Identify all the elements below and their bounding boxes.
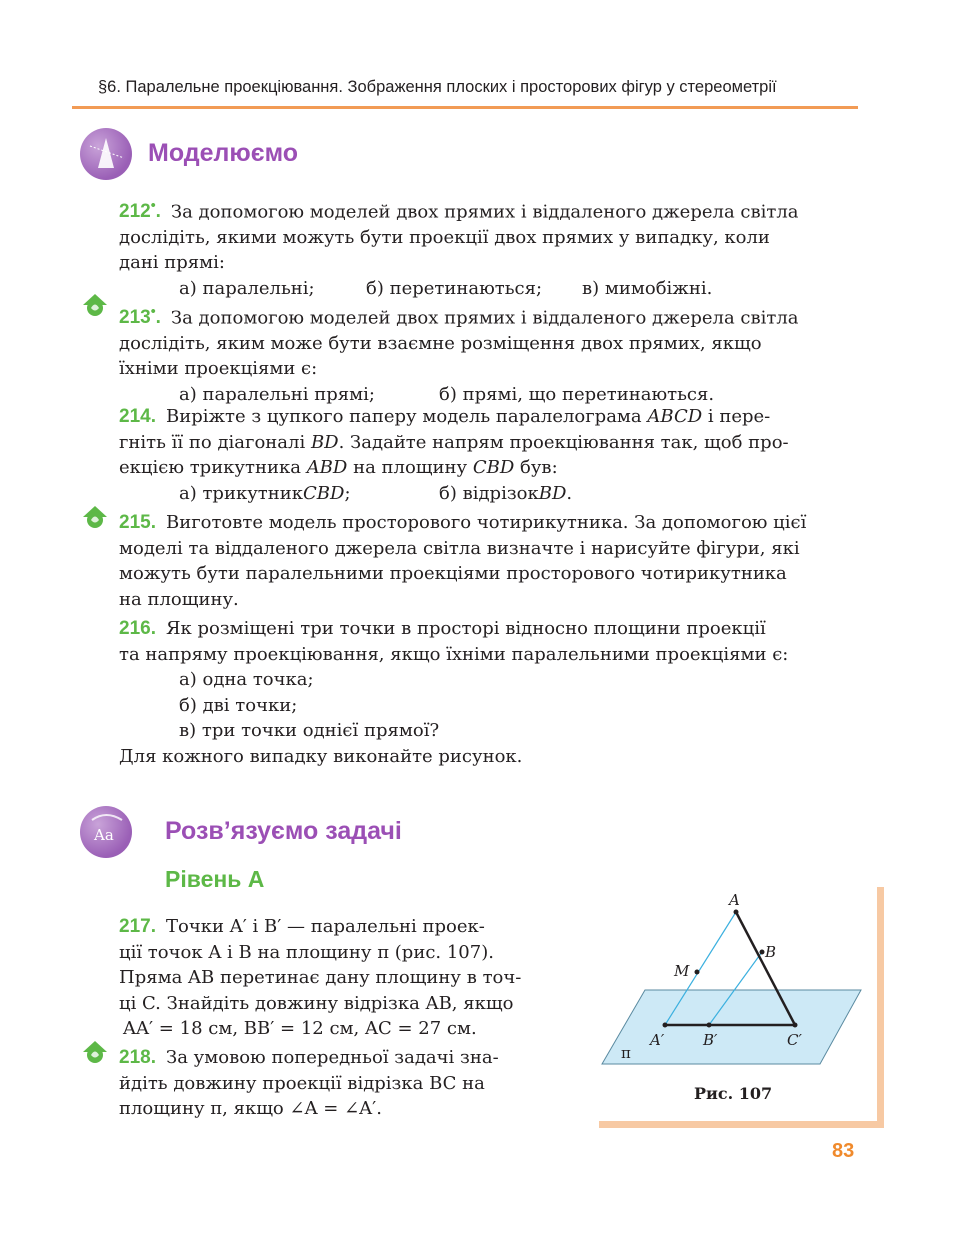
page-number: 83 — [832, 1140, 855, 1162]
problem-number: 213•. — [119, 303, 161, 329]
modeling-section-icon — [80, 128, 132, 180]
problem-text: 217. Точки A′ і B′ — паралельні проек- — [119, 916, 485, 937]
problem-text: гніть її по діагоналі BD. Задайте напрям проекціювання так, щоб про- — [119, 431, 789, 453]
label-a1: A′ — [650, 1031, 665, 1049]
running-header — [72, 74, 858, 109]
figure-caption: Рис. 107 — [694, 1084, 773, 1103]
option: в) три точки однієї прямої? — [179, 720, 440, 741]
problem-text: дані прямі: — [119, 252, 225, 274]
home-task-icon — [82, 1040, 108, 1064]
solving-section-icon — [80, 806, 132, 858]
problem-text: моделі та віддаленого джерела світла визначте і нарисуйте фігури, які — [119, 537, 800, 559]
option: б) дві точки; — [179, 694, 298, 716]
label-m: M — [674, 962, 690, 980]
problem-text: Пряма AB перетинає дану площину в точ- — [119, 967, 522, 988]
label-b1: B′ — [703, 1031, 718, 1049]
problem-number: 217. — [119, 916, 156, 937]
problem-number: 214. — [119, 406, 156, 427]
problem-218 — [119, 1045, 558, 1122]
problem-text: дослідіть, яким може бути взаємне розміщення двох прямих, якщо — [119, 332, 762, 354]
problem-text: ці C. Знайдіть довжину відрізка AB, якщо — [119, 992, 514, 1014]
problem-text: 214. Виріжте з цупкого паперу модель паралелограма ABCD і пере- — [119, 406, 771, 427]
section-title-modeling: Моделюємо — [148, 139, 299, 167]
problem-number: 218. — [119, 1047, 156, 1068]
problem-text: їхніми проекціями є: — [119, 358, 318, 380]
problem-text: 216. Як розміщені три точки в просторі відносно площини проекції — [119, 618, 766, 639]
point-a — [734, 910, 739, 915]
problem-number: 212•. — [119, 197, 161, 223]
plane-pi — [602, 990, 861, 1064]
problem-text: 215. Виготовте модель просторового чотирикутника. За допомогою цієї — [119, 512, 807, 533]
problem-214 — [119, 404, 852, 506]
label-b: B — [765, 943, 777, 961]
problem-216 — [119, 616, 852, 769]
problem-217 — [119, 914, 558, 1042]
point-b — [760, 950, 765, 955]
options: а) паралельні; б) перетинаються; в) мимобіжні. — [179, 277, 713, 299]
label-c1: C′ — [787, 1031, 802, 1049]
problem-number: 216. — [119, 618, 156, 639]
point-c1 — [793, 1023, 798, 1028]
problem-text: та напряму проекціювання, якщо їхніми паралельними проекціями є: — [119, 643, 789, 665]
figure-107 — [599, 887, 884, 1128]
problem-text: екцією трикутника ABD на площину CBD був: — [119, 457, 558, 478]
problem-212 — [119, 193, 852, 301]
home-task-icon — [82, 293, 108, 317]
problem-text: йдіть довжину проекції відрізка BC на — [119, 1072, 485, 1094]
problem-text: на площину. — [119, 588, 239, 610]
problem-text: AA′ = 18 см, BB′ = 12 см, AC = 27 см. — [123, 1018, 477, 1039]
running-title: §6. Паралельне проекціювання. Зображення плоских і просторових фігур у стереометрії — [98, 78, 777, 96]
options: а) паралельні прямі; б) прямі, що перетинаються. — [179, 383, 715, 405]
problem-text: дослідіть, якими можуть бути проекції двох прямих у випадку, коли — [119, 226, 770, 248]
problem-text: Для кожного випадку виконайте рисунок. — [119, 745, 523, 767]
label-pi: π — [621, 1044, 631, 1062]
svg-text:Aa: Aa — [94, 826, 114, 844]
section-title-solving: Розв’язуємо задачі — [165, 817, 402, 845]
options: а) трикутникCBD; б) відрізокBD. — [179, 482, 573, 504]
problem-number: 215. — [119, 512, 156, 533]
point-m — [695, 970, 700, 975]
problem-text: 212•. За допомогою моделей двох прямих і віддаленого джерела світла — [119, 197, 799, 223]
option: а) одна точка; — [179, 669, 314, 690]
problem-text: ції точок A і B на площину π (рис. 107). — [119, 941, 494, 963]
point-b1 — [707, 1023, 712, 1028]
problem-215 — [119, 510, 852, 612]
point-a1 — [663, 1023, 668, 1028]
level-title: Рівень А — [165, 866, 265, 892]
problem-text: 213•. За допомогою моделей двох прямих і віддаленого джерела світла — [119, 303, 799, 329]
problem-213 — [119, 299, 852, 407]
problem-text: площину π, якщо ∠A = ∠A′. — [119, 1098, 382, 1119]
problem-text: можуть бути паралельними проекціями просторового чотирикутника — [119, 563, 787, 584]
home-task-icon — [82, 505, 108, 529]
figure-diagram — [599, 887, 877, 1121]
problem-text: 218. За умовою попередньої задачі зна- — [119, 1047, 499, 1068]
label-a: A — [729, 891, 740, 909]
